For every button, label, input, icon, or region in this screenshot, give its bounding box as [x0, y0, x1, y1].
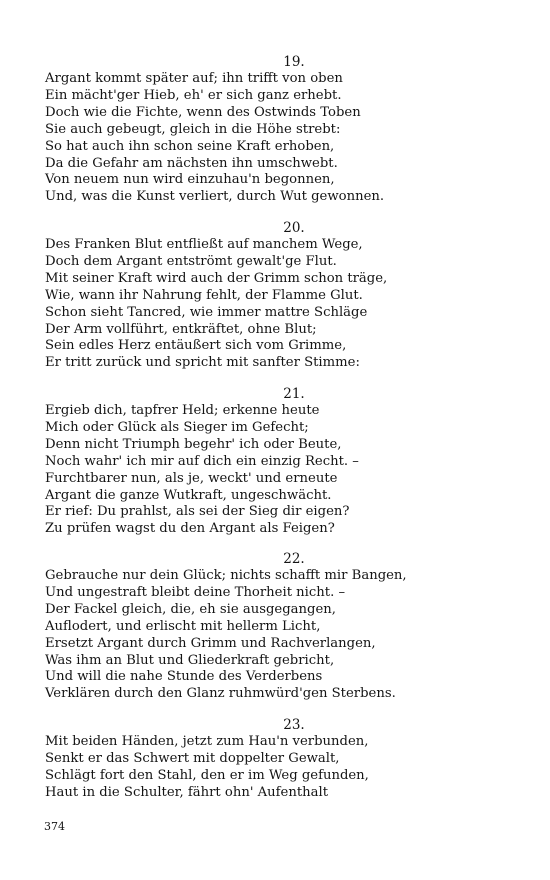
verse-line: Mit seiner Kraft wird auch der Grimm schon träge, — [45, 270, 388, 286]
stanza-22 — [45, 551, 515, 703]
stanza-number: 21. — [283, 386, 305, 402]
verse-line: Er tritt zurück und spricht mit sanfter Stimme: — [45, 355, 360, 371]
verse-line: Haut in die Schulter, fährt ohn' Aufenthalt — [45, 784, 329, 800]
verse-line: Verklären durch den Glanz ruhmwürd'gen Sterbens. — [45, 686, 396, 702]
verse-line: Doch dem Argant entströmt gewalt'ge Flut. — [45, 253, 337, 269]
verse-line: Senkt er das Schwert mit doppelter Gewalt, — [45, 750, 340, 766]
stanza-number: 22. — [283, 551, 305, 567]
stanza-21 — [45, 386, 515, 538]
stanza-number: 23. — [283, 717, 305, 733]
verse-line: Argant kommt später auf; ihn trifft von oben — [45, 71, 343, 86]
verse-line: Des Franken Blut entfließt auf manchem Wege, — [45, 237, 363, 252]
verse-line: Denn nicht Triumph begehr' ich oder Beute, — [45, 436, 342, 452]
stanza-20 — [45, 220, 515, 372]
verse-line: Noch wahr' ich mir auf dich ein einzig Recht. – — [45, 453, 359, 469]
verse-line: Mit beiden Händen, jetzt zum Hau'n verbunden, — [45, 734, 369, 749]
verse-line: So hat auch ihn schon seine Kraft erhoben, — [45, 138, 335, 154]
verse-line: Ersetzt Argant durch Grimm und Rachverlangen, — [45, 635, 376, 651]
verse-line: Von neuem nun wird einzuhau'n begonnen, — [45, 172, 335, 188]
verse-line: Und ungestraft bleibt deine Thorheit nicht. – — [45, 584, 346, 600]
stanza-number: 20. — [283, 220, 305, 236]
verse-line: Doch wie die Fichte, wenn des Ostwinds Toben — [45, 104, 361, 120]
stanza-number: 19. — [283, 54, 305, 70]
verse-line: Sein edles Herz entäußert sich vom Grimme, — [45, 338, 347, 354]
verse-line: Der Fackel gleich, die, eh sie ausgegangen, — [45, 601, 336, 617]
verse-line: Was ihm an Blut und Gliederkraft gebricht, — [45, 652, 335, 668]
verse-line: Der Arm vollführt, entkräftet, ohne Blut; — [45, 321, 317, 337]
verse-line: Und will die nahe Stunde des Verderbens — [45, 669, 323, 685]
verse-line: Da die Gefahr am nächsten ihn umschwebt. — [45, 155, 338, 171]
page-number: 374 — [44, 820, 65, 833]
verse-line: Ein mächt'ger Hieb, eh' er sich ganz erhebt. — [45, 87, 342, 103]
verse-line: Auflodert, und erlischt mit hellerm Licht, — [45, 618, 321, 634]
verse-line: Mich oder Glück als Sieger im Gefecht; — [45, 419, 309, 435]
verse-line: Sie auch gebeugt, gleich in die Höhe strebt: — [45, 121, 341, 137]
verse-line: Schon sieht Tancred, wie immer mattre Schläge — [45, 304, 368, 320]
verse-line: Und, was die Kunst verliert, durch Wut gewonnen. — [45, 189, 385, 205]
verse-line: Ergieb dich, tapfrer Held; erkenne heute — [45, 403, 320, 418]
verse-line: Argant die ganze Wutkraft, ungeschwächt. — [45, 487, 332, 503]
verse-line: Furchtbarer nun, als je, weckt' und erneute — [45, 470, 338, 486]
verse-line: Zu prüfen wagst du den Argant als Feigen? — [45, 521, 335, 537]
verse-line: Gebrauche nur dein Glück; nichts schafft mir Bangen, — [45, 568, 407, 583]
verse-line: Schlägt fort den Stahl, den er im Weg gefunden, — [45, 767, 369, 783]
verse-line: Er rief: Du prahlst, als sei der Sieg dir eigen? — [45, 504, 350, 520]
verse-line: Wie, wann ihr Nahrung fehlt, der Flamme Glut. — [45, 287, 363, 303]
stanza-19 — [45, 54, 515, 206]
stanza-23 — [45, 717, 515, 802]
